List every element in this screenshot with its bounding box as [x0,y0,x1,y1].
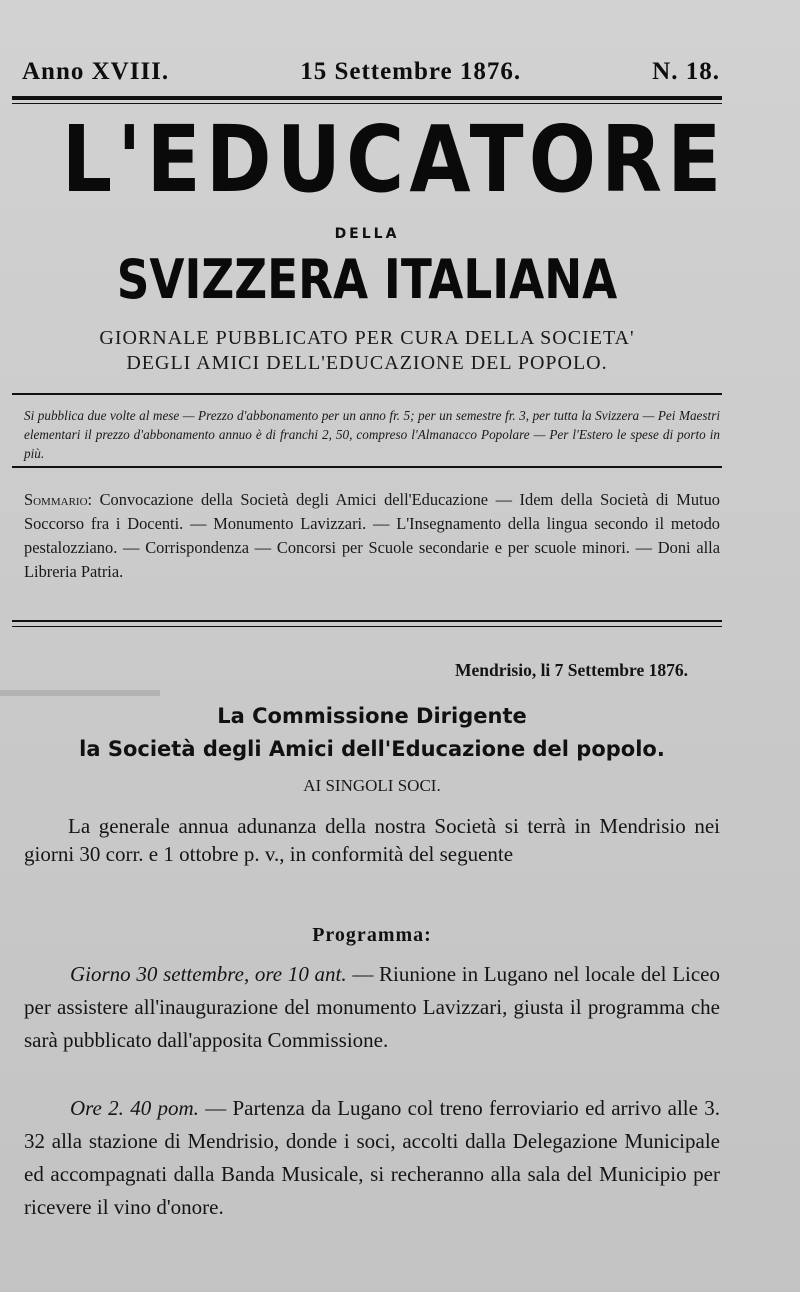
newspaper-tagline [12,326,722,376]
headline-line-1: La Commissione Dirigente [217,704,527,728]
tagline-line-1: GIORNALE PUBBLICATO PER CURA DELLA SOCIETA' [99,327,635,349]
summary-rule-bottom [12,626,722,627]
program-item-text: — Riunione in Lugano nel locale del Liceo per assistere all'inaugurazione del monumento Lavizzari, giusta il programma che sarà pubblicato dall'apposita Commissione. [24,962,720,1052]
article-intro: La generale annua adunanza della nostra Società si terrà in Mendrisio nei giorni 30 corr. e 1 ottobre p. v., in conformità del seguente [24,814,720,866]
terms-rule-bottom [12,466,722,468]
tagline-line-2: DEGLI AMICI DELL'EDUCAZIONE DEL POPOLO. [126,352,608,374]
masthead-rule-thin [12,103,722,104]
headline-line-2: la Società degli Amici dell'Educazione del popolo. [79,737,665,761]
program-heading: Programma: [312,924,432,946]
newspaper-title: L'EDUCATORE [61,106,727,213]
program-item [24,958,720,1057]
issue-number: N. 18. [652,58,720,85]
program-item-time: Giorno 30 settembre, ore 10 ant. [70,962,347,986]
program-item [24,1092,720,1224]
article-recipients: AI SINGOLI SOCI. [303,776,441,795]
masthead-info-bar [22,58,720,86]
title-connector: DELLA [334,226,400,242]
dateline: Mendrisio, li 7 Settembre 1876. [455,660,688,680]
summary-rule-top [12,620,722,622]
issue-date: 15 Settembre 1876. [300,58,522,85]
article-headline [24,700,720,766]
terms-rule-top [12,393,722,395]
masthead-rule-thick [12,96,722,100]
summary-lead: Sommario: [24,490,93,509]
volume-year: Anno XVIII. [22,58,170,85]
program-item-text: — Partenza da Lugano col treno ferroviario ed arrivo alle 3. 32 alla stazione di Mendrisio, donde i soci, accolti dalla Delegazione Municipale ed accompagnati dalla Banda Musicale, si recheranno alla sala del Municipio per ricevere il vino d'onore. [24,1096,720,1219]
subscription-terms: Si pubblica due volte al mese — Prezzo d'abbonamento per un anno fr. 5; per un semestre fr. 3, per tutta la Svizzera — Pei Maestri elementari il prezzo d'abbonamento annuo è di franchi 2, 50, compreso l'Almanacco Popolare — Per l'Estero le spese di porto in più. [24,408,720,461]
newspaper-subtitle: SVIZZERA ITALIANA [116,248,618,311]
ink-smudge [0,690,160,696]
summary-text: Convocazione della Società degli Amici dell'Educazione — Idem della Società di Mutuo Soccorso fra i Docenti. — Monumento Lavizzari. — L'Insegnamento della lingua secondo il metodo pestalozziano. — Corrispondenza — Concorsi per Scuole secondarie e per scuole minori. — Doni alla Libreria Patria. [24,490,720,581]
table-of-contents [24,488,720,584]
program-item-time: Ore 2. 40 pom. [70,1096,199,1120]
